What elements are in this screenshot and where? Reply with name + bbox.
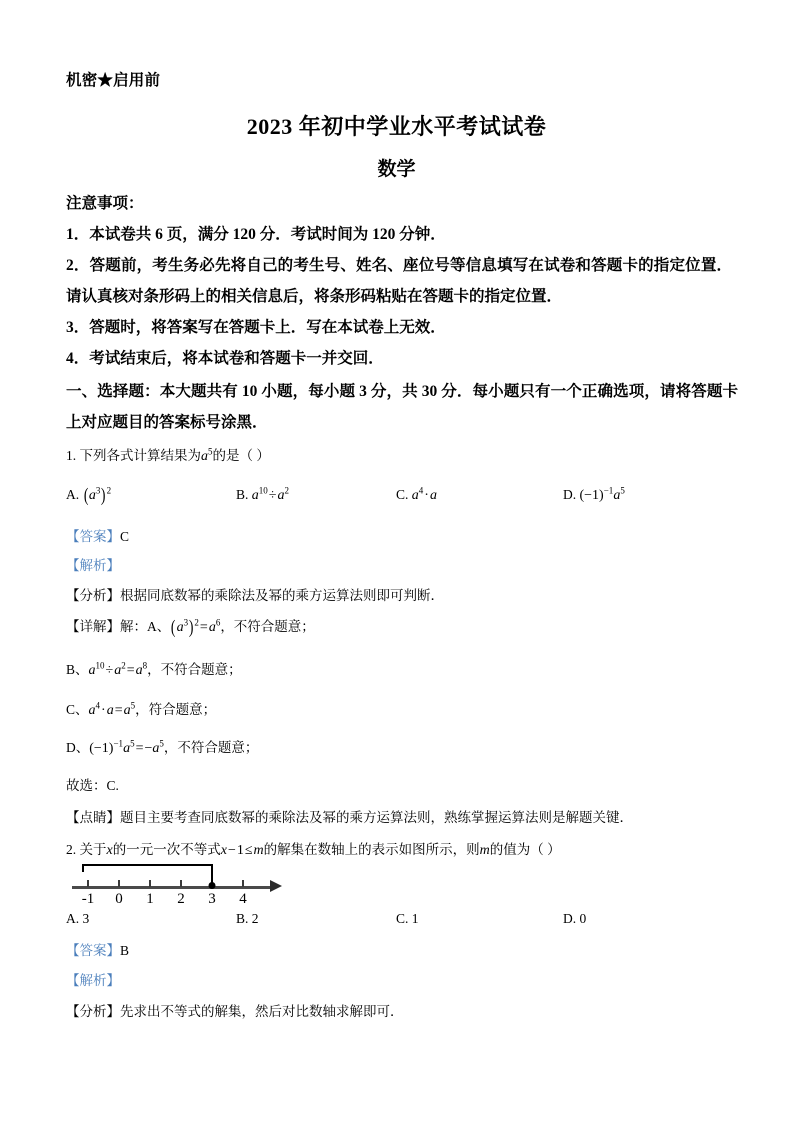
notice-item-2: 2．答题前，考生务必先将自己的考生号、姓名、座位号等信息填写在试卷和答题卡的指定位置．请认真核对条形码上的相关信息后，将条形码粘贴在答题卡的指定位置． <box>66 257 732 305</box>
option-d-math: $(-1)^{-1}a^5$ <box>579 485 625 503</box>
page-title: 2023 年初中学业水平考试试卷 <box>246 114 547 139</box>
number-line-figure <box>66 858 306 916</box>
question-2-answer-line <box>66 941 746 961</box>
number-line-tick <box>87 880 89 887</box>
question-1-dianjing-text: 题目主要考查同底数幂的乘除法及幂的乘方运算法则，熟练掌握运算法则是解题关键． <box>120 810 633 825</box>
question-1-fenxi-line <box>66 586 746 606</box>
confidential-label: 机密★启用前 <box>66 72 161 89</box>
detail-a-prefix: A、 <box>147 619 171 634</box>
q2-option-b-text: 2 <box>251 911 259 926</box>
question-1-detail-line-b <box>66 660 746 681</box>
question-1-options <box>66 487 738 513</box>
number-line-label: -1 <box>81 891 95 907</box>
question-1-conclusion-line <box>66 776 746 796</box>
question-2-stem-p4: 的值为（ ） <box>489 842 561 857</box>
question-2-var-m: m <box>479 843 490 858</box>
q2-option-c-text: 1 <box>411 911 419 926</box>
detail-d-math: $(-1)^{-1}a^5=-a^5$ <box>89 738 164 756</box>
subject-title: 数学 <box>377 159 416 180</box>
xiangjie-lead: 解： <box>120 619 147 634</box>
detail-d-suffix: ，不符合题意； <box>163 740 259 755</box>
notice-item-1: 1．本试卷共 6 页，满分 120 分．考试时间为 120 分钟． <box>66 226 446 243</box>
question-2-answer-value: B <box>120 943 130 958</box>
question-1-stem-text: 下列各式计算结果为 <box>79 448 201 463</box>
q2-option-d-letter: D. <box>563 911 577 926</box>
gu-xuan-label: 故选： <box>66 778 107 793</box>
question-1-answer-line <box>66 527 746 547</box>
notice-item-4: 4．考试结束后，将本试卷和答题卡一并交回． <box>66 350 384 367</box>
number-line-arrow-icon <box>270 880 282 892</box>
question-2-option-b[interactable] <box>236 911 259 927</box>
detail-d-prefix: D、 <box>66 740 90 755</box>
detail-b-prefix: B、 <box>66 662 89 677</box>
question-1-conclusion-value: C. <box>106 778 119 793</box>
number-line-tick <box>242 880 244 887</box>
dianjing-tag: 【点睛】 <box>66 810 120 825</box>
question-1-number: 1. <box>66 448 77 463</box>
question-1-option-b[interactable] <box>236 487 289 504</box>
question-2-option-a[interactable] <box>66 911 89 927</box>
option-c-letter: C. <box>396 487 409 502</box>
q2-option-a-text: 3 <box>82 911 90 926</box>
number-line-tick <box>180 880 182 887</box>
detail-a-suffix: ，不符合题意； <box>220 619 315 634</box>
detail-b-math: $a^{10}\div a^2=a^8$ <box>88 660 148 678</box>
q2-option-c-letter: C. <box>396 911 409 926</box>
number-line-label: 0 <box>115 891 123 907</box>
number-line-label: 1 <box>146 891 154 907</box>
number-line-ray-left-end <box>82 864 84 872</box>
question-1-detail-line-a <box>66 617 746 638</box>
xiangjie-tag: 【详解】 <box>66 619 120 634</box>
question-1-detail-line-c <box>66 700 746 721</box>
question-2-stem-p3: 的解集在数轴上的表示如图所示，则 <box>263 842 480 857</box>
question-2-option-d[interactable] <box>563 911 586 927</box>
detail-b-suffix: ，不符合题意； <box>147 662 242 677</box>
question-1-option-d[interactable] <box>563 487 625 504</box>
notice-section <box>66 188 732 374</box>
analysis-tag: 【解析】 <box>66 558 120 573</box>
option-b-math: $a^{10}\div a^2$ <box>251 485 289 503</box>
answer-tag: 【答案】 <box>66 529 120 544</box>
question-2-stem-p1: 关于 <box>79 842 107 857</box>
question-2-options <box>66 911 738 937</box>
detail-c-prefix: C、 <box>66 702 89 717</box>
fenxi-tag: 【分析】 <box>66 1004 120 1019</box>
notice-item-3: 3．答题时，将答案写在答题卡上．写在本试卷上无效． <box>66 319 446 336</box>
question-1-stem-math: $a^5$ <box>201 446 213 464</box>
question-1-dianjing-line <box>66 808 746 828</box>
fenxi-tag: 【分析】 <box>66 588 120 603</box>
question-2-fenxi-line <box>66 1002 746 1022</box>
option-b-letter: B. <box>236 487 249 502</box>
answer-tag: 【答案】 <box>66 943 120 958</box>
number-line-label: 4 <box>239 891 247 907</box>
number-line-label: 3 <box>208 891 216 907</box>
option-d-letter: D. <box>563 487 577 502</box>
number-line-solid-dot <box>209 882 216 889</box>
question-1-detail-line-d <box>66 738 746 759</box>
detail-c-suffix: ，符合题意； <box>135 702 217 717</box>
question-2-var-x: x <box>106 843 113 858</box>
question-1-option-c[interactable] <box>396 487 437 504</box>
question-1-stem-tail: 的是（ ） <box>212 448 270 463</box>
number-line-tick <box>118 880 120 887</box>
number-line-solution-ray <box>82 864 213 866</box>
question-1-option-a[interactable] <box>66 487 111 504</box>
detail-c-math: $a^4\cdot a=a^5$ <box>88 700 136 718</box>
question-1-analysis-tag-line <box>66 556 746 576</box>
question-1-stem <box>66 446 738 467</box>
question-1-answer-value: C <box>120 529 130 544</box>
question-2-fenxi-text: 先求出不等式的解集，然后对比数轴求解即可． <box>120 1004 404 1019</box>
number-line-ray-drop <box>211 864 213 884</box>
q2-option-b-letter: B. <box>236 911 249 926</box>
question-2-option-c[interactable] <box>396 911 419 927</box>
option-c-math: $a^4\cdot a$ <box>411 485 437 503</box>
question-1-fenxi-text: 根据同底数幂的乘除法及幂的乘方运算法则即可判断． <box>120 588 444 603</box>
detail-a-math: $(a^3)^2=a^6$ <box>171 617 221 638</box>
option-a-math: $(a^3)^2$ <box>83 485 112 506</box>
option-a-letter: A. <box>66 487 80 502</box>
number-line-label: 2 <box>177 891 185 907</box>
notice-heading: 注意事项： <box>66 195 144 212</box>
question-2-stem-p2: 的一元一次不等式 <box>112 842 221 857</box>
analysis-tag: 【解析】 <box>66 973 120 988</box>
question-2-analysis-tag-line <box>66 971 746 991</box>
number-line-tick <box>149 880 151 887</box>
question-2-inequality: x−1≤m <box>220 843 264 858</box>
question-2-number: 2. <box>66 842 77 857</box>
q2-option-a-letter: A. <box>66 911 80 926</box>
section-heading-multiple-choice: 一、选择题：本大题共有 10 小题，每小题 3 分，共 30 分．每小题只有一个正确选项，请将答题卡上对应题目的答案标号涂黑． <box>66 383 738 431</box>
q2-option-d-text: 0 <box>579 911 587 926</box>
